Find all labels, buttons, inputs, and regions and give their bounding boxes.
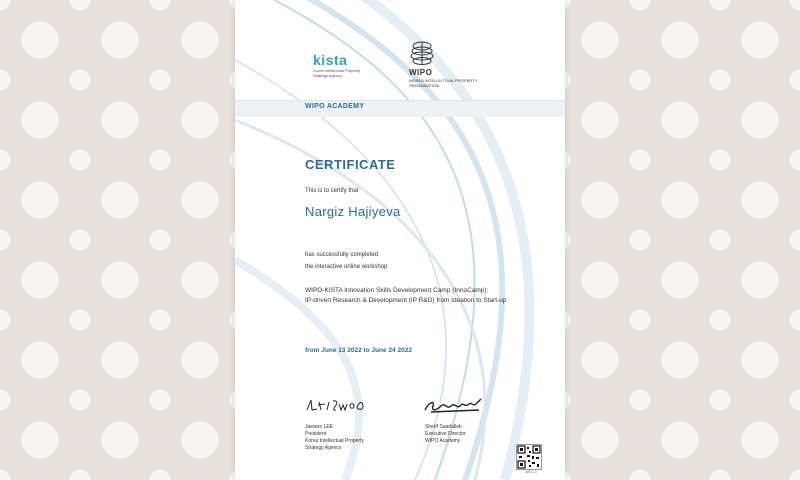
signatory-1-org-line-2: Strategy Agency: [305, 445, 342, 451]
kista-logo: [313, 52, 373, 78]
certificate: [235, 0, 565, 480]
program-dates: from June 13 2022 to June 24 2022: [305, 347, 412, 354]
signatory-1-org-line-1: Korea Intellectual Property: [305, 438, 364, 444]
signatory-2-name: Sherif Saadallah: [425, 424, 462, 430]
wipo-emblem-icon: [409, 40, 435, 68]
signatory-2-title: Executive Director: [425, 431, 466, 437]
signatory-1-name: Jaewoo LEE: [305, 424, 334, 430]
program-title-line-1: WIPO-KISTA Innovation Skills Development Camp (InnoCamp):: [305, 287, 489, 294]
kista-subtitle: Korea Intellectual Property Strategy Agency: [313, 68, 361, 78]
workshop-type: the interactive online workshop: [305, 264, 388, 270]
academy-band: [235, 100, 565, 117]
signatory-1-title: President: [305, 431, 327, 437]
signature-sherif-saadallah: [421, 394, 487, 418]
background-swoosh-decoration: [235, 0, 565, 480]
signatory-2: [425, 424, 466, 445]
certify-text: This is to certify that: [305, 188, 359, 194]
kista-wordmark: kista: [313, 52, 348, 68]
signatory-1: [305, 424, 364, 452]
completed-text: has successfully completed: [305, 252, 379, 258]
qr-code-label: WTC-0: [525, 470, 537, 474]
academy-title: WIPO ACADEMY: [305, 103, 365, 110]
signature-jaewoo-lee: [303, 396, 373, 416]
wipo-wordmark: WIPO: [409, 68, 433, 77]
recipient-name: Nargiz Hajiyeva: [305, 204, 401, 219]
signatory-2-org-line-1: WIPO Academy: [425, 438, 461, 444]
certificate-title: CERTIFICATE: [305, 157, 396, 172]
qr-code-icon[interactable]: [516, 444, 542, 470]
program-title-line-2: IP-driven Research & Development (IP R&D) from Ideation to Start-up: [305, 297, 507, 304]
wipo-full-name: WORLD INTELLECTUAL PROPERTY ORGANIZATION: [409, 78, 478, 88]
